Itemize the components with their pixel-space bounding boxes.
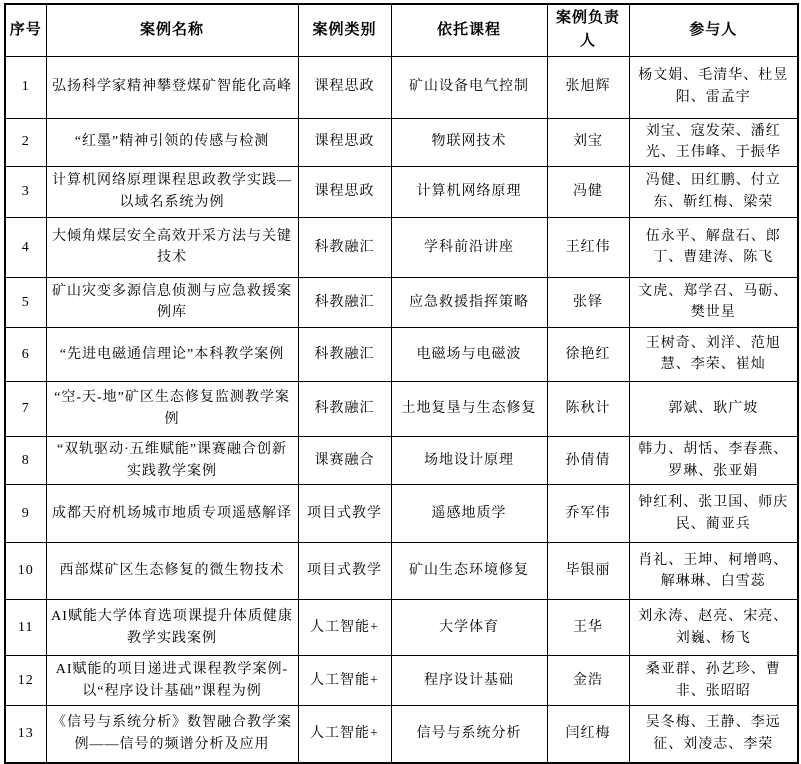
cell-no: 9 — [5, 485, 46, 543]
cell-category: 项目式教学 — [298, 485, 391, 543]
cell-course: 土地复垦与生态修复 — [391, 381, 547, 436]
table-row — [5, 543, 798, 600]
cell-course: 矿山设备电气控制 — [391, 56, 547, 118]
cell-participants: 郭斌、耿广坡 — [629, 381, 798, 436]
cell-participants: 韩力、胡恬、李春燕、罗琳、张亚娟 — [629, 436, 798, 484]
cell-no: 2 — [5, 118, 46, 166]
cell-leader: 王华 — [547, 600, 629, 656]
cell-no: 5 — [5, 277, 46, 327]
cell-participants: 王树奇、刘洋、范旭慧、李荣、崔灿 — [629, 327, 798, 381]
table-row — [5, 656, 798, 706]
cell-no: 3 — [5, 166, 46, 217]
cell-participants: 刘永涛、赵亮、宋亮、刘巍、杨飞 — [629, 600, 798, 656]
cell-leader: 刘宝 — [547, 118, 629, 166]
table-row — [5, 217, 798, 277]
cell-case-name: AI赋能的项目递进式课程教学案例-以“程序设计基础”课程为例 — [46, 656, 298, 706]
cell-no: 12 — [5, 656, 46, 706]
cell-leader: 孙倩倩 — [547, 436, 629, 484]
cell-no: 6 — [5, 327, 46, 381]
cell-category: 人工智能+ — [298, 706, 391, 763]
cell-category: 课程思政 — [298, 56, 391, 118]
cell-category: 科教融汇 — [298, 217, 391, 277]
cell-category: 科教融汇 — [298, 381, 391, 436]
cell-case-name: 大倾角煤层安全高效开采方法与关键技术 — [46, 217, 298, 277]
header-course: 依托课程 — [391, 4, 547, 56]
table-row — [5, 381, 798, 436]
table-row — [5, 277, 798, 327]
table-row — [5, 436, 798, 484]
cell-participants: 杨文娟、毛清华、杜昱阳、雷孟宇 — [629, 56, 798, 118]
cell-leader: 闫红梅 — [547, 706, 629, 763]
table-row — [5, 706, 798, 763]
cell-no: 7 — [5, 381, 46, 436]
cell-leader: 乔军伟 — [547, 485, 629, 543]
cell-no: 1 — [5, 56, 46, 118]
cell-leader: 王红伟 — [547, 217, 629, 277]
table-row — [5, 327, 798, 381]
cell-course: 计算机网络原理 — [391, 166, 547, 217]
cell-course: 场地设计原理 — [391, 436, 547, 484]
cell-leader: 冯健 — [547, 166, 629, 217]
cell-participants: 伍永平、解盘石、郎丁、曹建涛、陈飞 — [629, 217, 798, 277]
cell-case-name: 弘扬科学家精神攀登煤矿智能化高峰 — [46, 56, 298, 118]
cell-leader: 毕银丽 — [547, 543, 629, 600]
cell-case-name: “空-天-地”矿区生态修复监测教学案例 — [46, 381, 298, 436]
table-header-row — [5, 4, 798, 56]
cell-no: 4 — [5, 217, 46, 277]
header-no: 序号 — [5, 4, 46, 56]
cell-category: 人工智能+ — [298, 656, 391, 706]
cell-leader: 陈秋计 — [547, 381, 629, 436]
cell-category: 课程思政 — [298, 118, 391, 166]
cell-no: 13 — [5, 706, 46, 763]
header-category: 案例类别 — [298, 4, 391, 56]
cell-category: 项目式教学 — [298, 543, 391, 600]
cell-participants: 钟红利、张卫国、师庆民、蔺亚兵 — [629, 485, 798, 543]
cell-leader: 张旭辉 — [547, 56, 629, 118]
cell-leader: 金浩 — [547, 656, 629, 706]
cell-course: 学科前沿讲座 — [391, 217, 547, 277]
cell-category: 人工智能+ — [298, 600, 391, 656]
cell-course: 信号与系统分析 — [391, 706, 547, 763]
cell-case-name: 矿山灾变多源信息侦测与应急救援案例库 — [46, 277, 298, 327]
table-body — [5, 56, 798, 763]
cell-category: 课程思政 — [298, 166, 391, 217]
cell-leader: 张铎 — [547, 277, 629, 327]
cell-participants: 刘宝、寇发荣、潘红光、王伟峰、于振华 — [629, 118, 798, 166]
cell-case-name: 计算机网络原理课程思政教学实践—以域名系统为例 — [46, 166, 298, 217]
cell-case-name: “双轨驱动·五维赋能”课赛融合创新实践教学案例 — [46, 436, 298, 484]
table-row — [5, 600, 798, 656]
cell-participants: 文虎、郑学召、马砺、樊世星 — [629, 277, 798, 327]
cell-participants: 冯健、田红鹏、付立东、靳红梅、梁荣 — [629, 166, 798, 217]
cell-case-name: 西部煤矿区生态修复的微生物技术 — [46, 543, 298, 600]
table-row — [5, 118, 798, 166]
cell-participants: 吴冬梅、王静、李远征、刘凌志、李荣 — [629, 706, 798, 763]
table-row — [5, 485, 798, 543]
header-leader: 案例负责人 — [547, 4, 629, 56]
cell-category: 科教融汇 — [298, 327, 391, 381]
table-row — [5, 166, 798, 217]
cell-category: 课赛融合 — [298, 436, 391, 484]
case-list-table — [4, 3, 799, 764]
header-participants: 参与人 — [629, 4, 798, 56]
header-case-name: 案例名称 — [46, 4, 298, 56]
cell-course: 遥感地质学 — [391, 485, 547, 543]
cell-case-name: 《信号与系统分析》数智融合教学案例——信号的频谱分析及应用 — [46, 706, 298, 763]
cell-case-name: AI赋能大学体育选项课提升体质健康教学实践案例 — [46, 600, 298, 656]
cell-course: 应急救援指挥策略 — [391, 277, 547, 327]
cell-course: 矿山生态环境修复 — [391, 543, 547, 600]
cell-case-name: 成都天府机场城市地质专项遥感解译 — [46, 485, 298, 543]
cell-course: 程序设计基础 — [391, 656, 547, 706]
cell-no: 11 — [5, 600, 46, 656]
cell-leader: 徐艳红 — [547, 327, 629, 381]
cell-course: 物联网技术 — [391, 118, 547, 166]
cell-case-name: “先进电磁通信理论”本科教学案例 — [46, 327, 298, 381]
cell-course: 大学体育 — [391, 600, 547, 656]
cell-no: 10 — [5, 543, 46, 600]
cell-no: 8 — [5, 436, 46, 484]
cell-case-name: “红墨”精神引领的传感与检测 — [46, 118, 298, 166]
cell-course: 电磁场与电磁波 — [391, 327, 547, 381]
cell-participants: 肖礼、王坤、柯增鸣、解琳琳、白雪蕊 — [629, 543, 798, 600]
table-row — [5, 56, 798, 118]
cell-participants: 桑亚群、孙艺珍、曹非、张昭昭 — [629, 656, 798, 706]
cell-category: 科教融汇 — [298, 277, 391, 327]
